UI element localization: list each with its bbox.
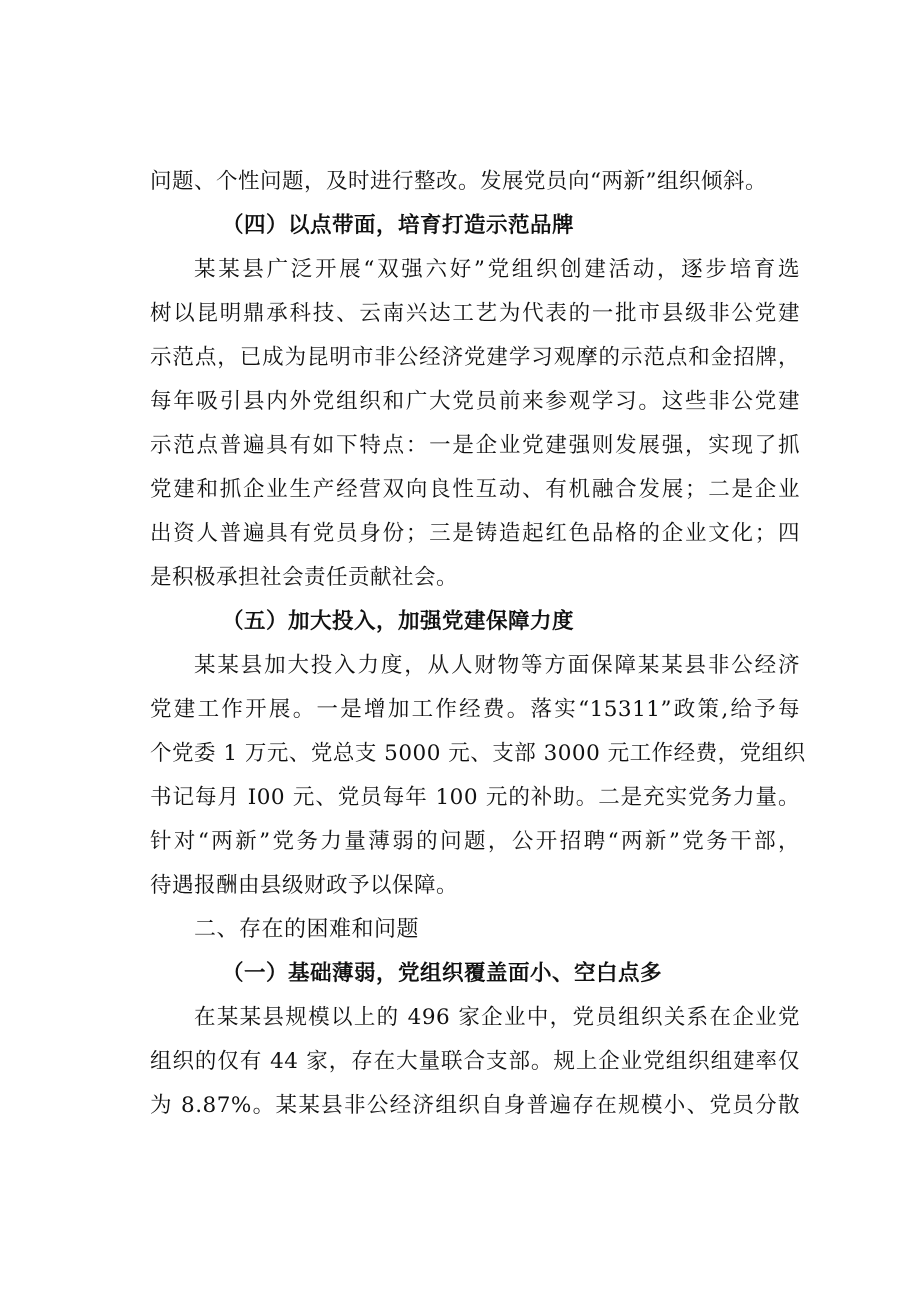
- paragraph-line: 示范点普遍具有如下特点：一是企业党建强则发展强，实现了抓: [150, 433, 800, 458]
- paragraph-first-line: 在某某县规模以上的 496 家企业中，党员组织关系在企业党: [194, 1005, 800, 1030]
- chapter-heading: 二、存在的困难和问题: [194, 917, 420, 942]
- paragraph-line: 树以昆明鼎承科技、云南兴达工艺为代表的一批市县级非公党建: [150, 301, 800, 326]
- paragraph-line: 书记每月 I00 元、党员每年 100 元的补助。二是充实党务力量。: [150, 785, 800, 810]
- paragraph-last-line: 问题、个性问题，及时进行整改。发展党员向“两新”组织倾斜。: [150, 169, 767, 194]
- section-heading: （四）以点带面，培育打造示范品牌: [222, 213, 575, 238]
- paragraph-last-line: 是积极承担社会责任贡献社会。: [150, 565, 459, 590]
- paragraph-line: 出资人普遍具有党员身份；三是铸造起红色品格的企业文化；四: [150, 521, 800, 546]
- section-heading: （五）加大投入，加强党建保障力度: [222, 609, 575, 634]
- paragraph-first-line: 某某县广泛开展“双强六好”党组织创建活动，逐步培育选: [194, 257, 800, 282]
- paragraph-line: 为 8.87%。某某县非公经济组织自身普遍存在规模小、党员分散: [150, 1093, 800, 1118]
- paragraph-last-line: 待遇报酬由县级财政予以保障。: [150, 873, 459, 898]
- paragraph-line: 个党委 1 万元、党总支 5000 元、支部 3000 元工作经费，党组织: [150, 741, 806, 766]
- section-heading: （一）基础薄弱，党组织覆盖面小、空白点多: [222, 961, 663, 986]
- paragraph-line: 党建和抓企业生产经营双向良性互动、有机融合发展；二是企业: [150, 477, 800, 502]
- paragraph-first-line: 某某县加大投入力度，从人财物等方面保障某某县非公经济: [194, 653, 800, 678]
- paragraph-line: 针对“两新”党务力量薄弱的问题，公开招聘“两新”党务干部，: [150, 829, 800, 854]
- document-body: [150, 160, 806, 1128]
- paragraph-line: 每年吸引县内外党组织和广大党员前来参观学习。这些非公党建: [150, 389, 800, 414]
- paragraph-line: 示范点，已成为昆明市非公经济党建学习观摩的示范点和金招牌，: [150, 345, 800, 370]
- paragraph-line: 党建工作开展。一是增加工作经费。落实“15311”政策,给予每: [150, 697, 800, 722]
- paragraph-line: 组织的仅有 44 家，存在大量联合支部。规上企业党组织组建率仅: [150, 1049, 800, 1074]
